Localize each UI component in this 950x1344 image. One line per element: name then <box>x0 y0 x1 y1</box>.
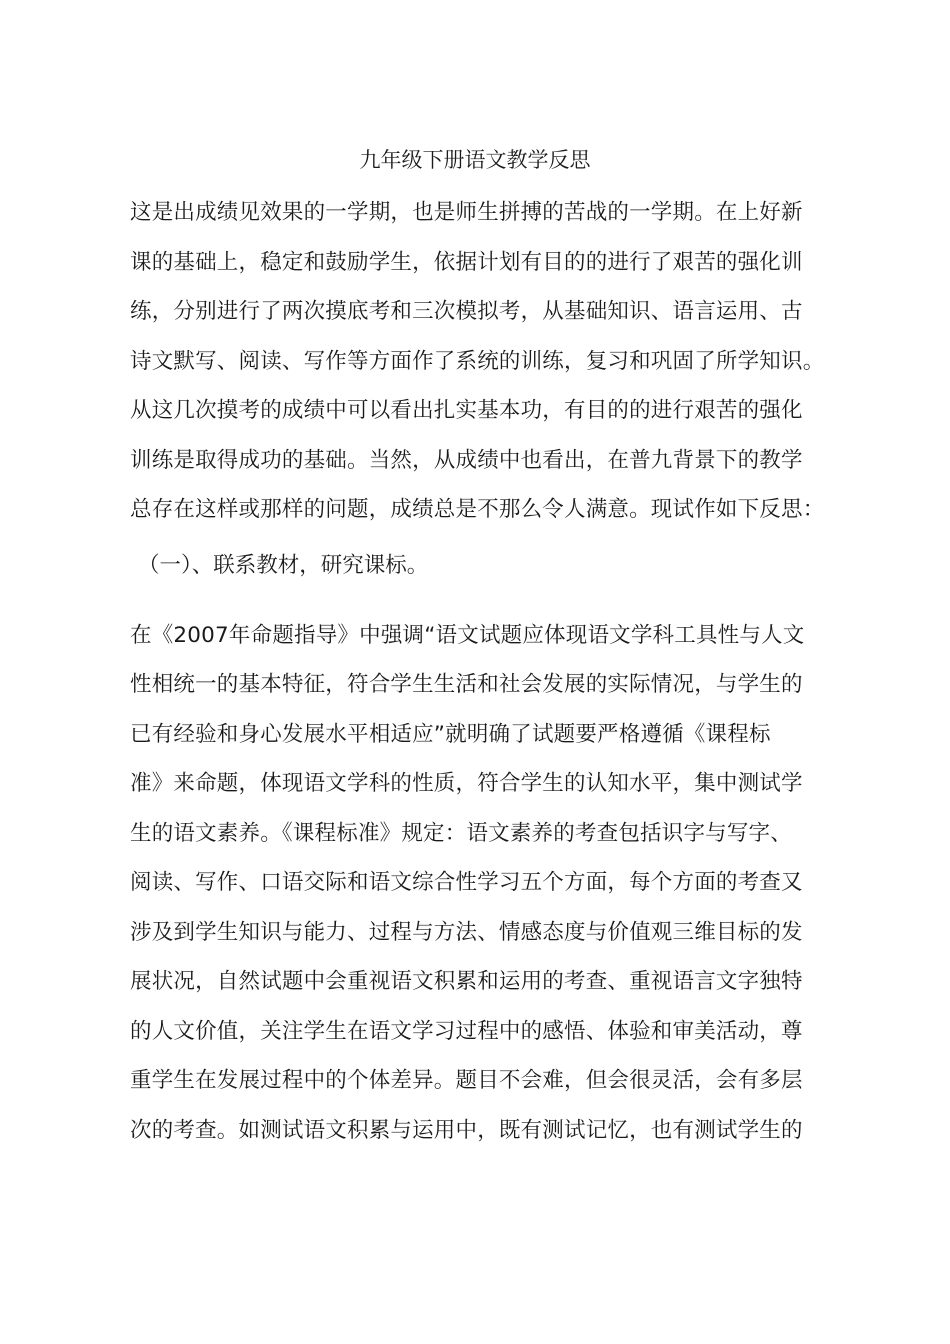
text-line: 的人文价值，关注学生在语文学习过程中的感悟、体验和审美活动，尊 <box>130 1019 803 1044</box>
text-line: 展状况，自然试题中会重视语文积累和运用的考查、重视语言文字独特 <box>130 969 803 994</box>
text-line: 已有经验和身心发展水平相适应”就明确了试题要严格遵循《课程标 <box>130 722 771 747</box>
text-line: 重学生在发展过程中的个体差异。题目不会难，但会很灵活，会有多层 <box>130 1068 803 1093</box>
text-line: 阅读、写作、口语交际和语文综合性学习五个方面，每个方面的考查又 <box>130 870 803 895</box>
text-line: 总存在这样或那样的问题，成绩总是不那么令人满意。现试作如下反思： <box>130 497 825 522</box>
text-line: 从这几次摸考的成绩中可以看出扎实基本功，有目的的进行艰苦的强化 <box>130 398 803 423</box>
text-line: 准》来命题，体现语文学科的性质，符合学生的认知水平，集中测试学 <box>130 771 803 796</box>
text-line: 课的基础上，稳定和鼓励学生，依据计划有目的的进行了艰苦的强化训 <box>130 250 803 275</box>
text-line: 练，分别进行了两次摸底考和三次模拟考，从基础知识、语言运用、古 <box>130 299 803 324</box>
text-line: 在《2007年命题指导》中强调“语文试题应体现语文学科工具性与人文 <box>130 623 805 648</box>
text-line: 这是出成绩见效果的一学期，也是师生拼搏的苦战的一学期。在上好新 <box>130 200 803 225</box>
text-line: 涉及到学生知识与能力、过程与方法、情感态度与价值观三维目标的发 <box>130 920 803 945</box>
text-line: 次的考查。如测试语文积累与运用中，既有测试记忆，也有测试学生的 <box>130 1118 803 1143</box>
text-line: 诗文默写、阅读、写作等方面作了系统的训练，复习和巩固了所学知识。 <box>130 349 825 374</box>
text-line: 生的语文素养。《课程标准》规定：语文素养的考查包括识字与写字、 <box>130 821 792 846</box>
document-title: 九年级下册语文教学反思 <box>359 148 591 172</box>
text-line: 训练是取得成功的基础。当然，从成绩中也看出，在普九背景下的教学 <box>130 448 803 473</box>
text-line: 性相统一的基本特征，符合学生生活和社会发展的实际情况，与学生的 <box>130 672 803 697</box>
section-heading: （一）、联系教材，研究课标。 <box>138 553 429 578</box>
